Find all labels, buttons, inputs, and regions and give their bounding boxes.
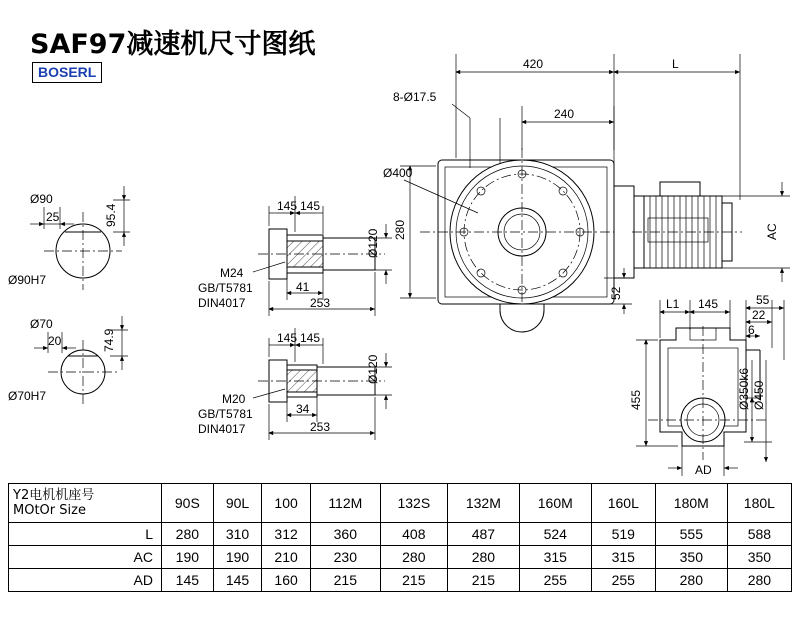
table-col-3: 112M	[310, 484, 380, 523]
label-455: 455	[629, 389, 643, 410]
label-L: L	[672, 57, 679, 71]
table-header-row	[9, 484, 792, 523]
label-AC: AC	[765, 223, 779, 240]
table-header-line1: Y2电机机座号	[13, 488, 95, 503]
cell-AD-5: 215	[447, 569, 519, 592]
cell-L-7: 519	[591, 523, 655, 546]
cell-AC-4: 280	[380, 546, 447, 569]
cell-L-6: 524	[519, 523, 591, 546]
label-gb-top: GB/T5781	[198, 281, 253, 295]
label-55: 55	[756, 293, 770, 307]
table-col-7: 160L	[591, 484, 655, 523]
cell-L-9: 588	[727, 523, 791, 546]
label-420: 420	[523, 57, 544, 71]
label-d90h7: Ø90H7	[8, 273, 47, 287]
cell-AC-6: 315	[519, 546, 591, 569]
label-din-bot: DIN4017	[198, 422, 246, 436]
label-d450: Ø450	[752, 380, 766, 410]
label-d90: Ø90	[30, 192, 53, 206]
table-header-motor-size	[9, 484, 162, 523]
label-34: 34	[296, 402, 310, 416]
label-m24: M24	[220, 266, 244, 280]
row-label-L: L	[9, 523, 162, 546]
cell-AD-1: 145	[213, 569, 262, 592]
label-240: 240	[554, 107, 575, 121]
label-d350: Ø350k6	[737, 367, 751, 410]
label-145-bot-b: 145	[300, 331, 321, 345]
label-d400: Ø400	[383, 166, 413, 180]
cell-AC-8: 350	[655, 546, 727, 569]
table-col-8: 180M	[655, 484, 727, 523]
label-25: 25	[46, 210, 60, 224]
cell-L-5: 487	[447, 523, 519, 546]
cell-AD-3: 215	[310, 569, 380, 592]
cell-AC-3: 230	[310, 546, 380, 569]
label-145-right: 145	[698, 297, 719, 311]
label-L1: L1	[666, 297, 680, 311]
cell-L-8: 555	[655, 523, 727, 546]
table-col-1: 90L	[213, 484, 262, 523]
table-col-2: 100	[262, 484, 311, 523]
cell-L-3: 360	[310, 523, 380, 546]
table-col-5: 132M	[447, 484, 519, 523]
table-col-6: 160M	[519, 484, 591, 523]
label-8-holes: 8-Ø17.5	[393, 90, 437, 104]
cell-AC-5: 280	[447, 546, 519, 569]
row-label-AD: AD	[9, 569, 162, 592]
cell-L-2: 312	[262, 523, 311, 546]
page-title: SAF97减速机尺寸图纸	[30, 29, 316, 60]
label-41: 41	[296, 280, 310, 294]
label-gb-bot: GB/T5781	[198, 407, 253, 421]
cell-AC-0: 190	[162, 546, 214, 569]
cell-AD-6: 255	[519, 569, 591, 592]
cell-AD-4: 215	[380, 569, 447, 592]
cell-AC-9: 350	[727, 546, 791, 569]
label-253-bot: 253	[310, 420, 331, 434]
label-20: 20	[48, 334, 62, 348]
table-row	[9, 546, 792, 569]
label-m20: M20	[222, 392, 246, 406]
label-253-top: 253	[310, 296, 331, 310]
label-d120-top: Ø120	[366, 228, 380, 258]
table-col-0: 90S	[162, 484, 214, 523]
label-d120-bot: Ø120	[366, 354, 380, 384]
label-din-top: DIN4017	[198, 296, 246, 310]
label-95-4: 95.4	[104, 203, 118, 227]
cell-AD-0: 145	[162, 569, 214, 592]
label-145-top-a: 145	[277, 199, 298, 213]
label-74-9: 74.9	[102, 328, 116, 352]
label-280: 280	[393, 219, 407, 240]
cell-AC-1: 190	[213, 546, 262, 569]
table-col-4: 132S	[380, 484, 447, 523]
label-d70: Ø70	[30, 317, 53, 331]
cell-AD-7: 255	[591, 569, 655, 592]
table-row	[9, 523, 792, 546]
cell-AC-7: 315	[591, 546, 655, 569]
label-AD: AD	[695, 463, 712, 477]
table-header-line2: MOtOr Size	[13, 503, 86, 518]
table-row	[9, 569, 792, 592]
main-assembly-view	[420, 104, 742, 332]
cell-L-0: 280	[162, 523, 214, 546]
label-52: 52	[609, 286, 623, 300]
cell-L-1: 310	[213, 523, 262, 546]
table-col-9: 180L	[727, 484, 791, 523]
cell-AC-2: 210	[262, 546, 311, 569]
cell-AD-2: 160	[262, 569, 311, 592]
label-145-top-b: 145	[300, 199, 321, 213]
label-d70h7: Ø70H7	[8, 389, 47, 403]
label-145-bot-a: 145	[277, 331, 298, 345]
cell-AD-8: 280	[655, 569, 727, 592]
motor-size-table	[8, 483, 792, 592]
brand-badge: BOSERL	[32, 62, 102, 83]
cell-L-4: 408	[380, 523, 447, 546]
label-22: 22	[752, 308, 766, 322]
label-6: 6	[748, 323, 755, 337]
cell-AD-9: 280	[727, 569, 791, 592]
row-label-AC: AC	[9, 546, 162, 569]
